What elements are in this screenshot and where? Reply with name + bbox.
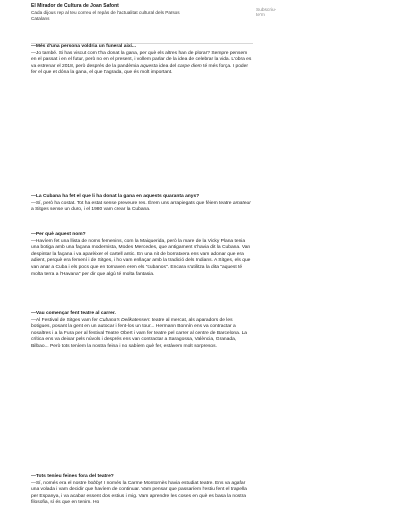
- newsletter-title: El Mirador de Cultura de Joan Safont: [31, 3, 119, 9]
- interview-answer: —Al Festival de Sitges vam fer Cubana's Delikatessen: teatre al mercat, als aparadors de les botigues, posant la gent en un autocar i fent-los un tour... Hermann Bonnín ens va contractar a nosaltres i a la Fura per al festival Teatre Obert i vam fer teatre pel carrer al centre de Barcelona. La crítica ens va deixar pels núvols i després ens van contractar a Saragossa, València, Granada, Bilbao... Però tots teníem la nostra feina i no sabíem què fer, estàvem molt sorpresos.: [31, 317, 248, 349]
- qa-block: [31, 194, 253, 214]
- newsletter-description: Cada dijous rep al teu correu el repàs de l'actualitat cultural dels Països Catalans: [31, 9, 180, 21]
- interview-answer: —Jo també. Si has viscut com t'ha donat la gana, per què els altres han de plorar? Sempre pensem en el passat i en el futur, però no en el present, i vollem parlar de la idea de celebrar la vida. L'obra es va estrenar el 2018, però després de la pandèmia aquesta idea del carpe diem té més força. I poder fer el que et dóna la gana, el que t'agrada, que és molt important.: [31, 50, 252, 76]
- newsletter-banner: [31, 3, 277, 44]
- interview-answer: —Sí, però ha costat. Tot ha estat sense preveure res. Érem uns arrapiegats que fèiem teatre amateur a Sitges sense un duro, i el 1980 vam crear la Cubana.: [31, 200, 251, 213]
- subscribe-link[interactable]: Subscriu-te'm: [256, 8, 277, 18]
- interview-question: —Tots teníeu feines fora del teatre?: [31, 474, 114, 479]
- interview-answer: —Havíem fet una llista de noms femenins, com la Maiquerida, però la mare de la Vicky Plana tenia una botiga amb una façana modernista, Modes Mercedes, que antigament s'havia dit la Cubana. Van despintar la façana i va aparèixer el cartell antic. En una nit de borratxera ens vam adonar que era adient, perquè era femení i de Sitges, i ho vam enllaçar amb la tradició dels Indians. A Sitges, els que van anar a Cuba i els pocs que en tornaven eren els "cubanos". Encara s'utilitza la dita "aquest té molta terra a l'Havana" per dir que algú té molta fantasia.: [31, 238, 251, 277]
- interview-question: —Per què aquest nom?: [31, 232, 86, 237]
- interview-question: —Vau començar fent teatre al carrer.: [31, 311, 116, 316]
- qa-block: [31, 44, 253, 77]
- qa-block: [31, 232, 253, 278]
- qa-block: [31, 474, 253, 507]
- interview-question: —La Cubana ha fet el que li ha donat la gana en aquests quaranta anys?: [31, 194, 200, 199]
- qa-block: [31, 311, 253, 351]
- interview-question: —Més d'una persona voldria un funeral així...: [31, 44, 136, 49]
- interview-answer: —Sí, només era el nostre hobby! I només la Carme Montornès havia estudiat teatre. Ens va agafar una volada i vam decidir que havíem de continuar. Vam pensar que passaríem l'estiu fent el trapella per Espanya, i va acabar essent dos estius i mig. Vam aprendre les coses en què es basa la nostra filosofia, sí és que en tenim. Ho: [31, 480, 247, 506]
